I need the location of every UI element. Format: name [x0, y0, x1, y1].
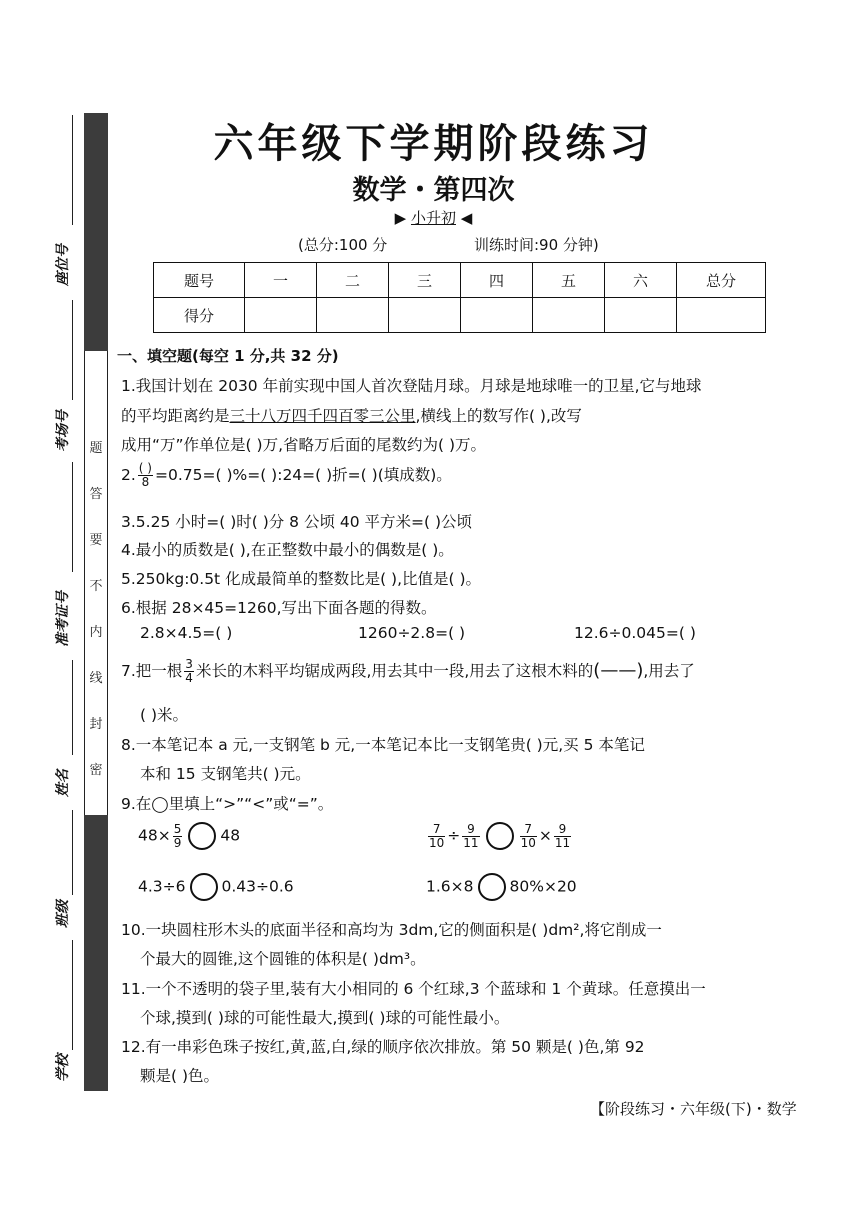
exam-room-line: [72, 300, 73, 400]
question-1-line-2: [121, 404, 582, 426]
question-9b: [426, 822, 573, 850]
seal-char: 内: [89, 625, 103, 640]
q7-text: 米长的木料平均锯成两段,用去其中一段,用去了这根木料的: [195, 662, 594, 680]
q7-blank: (——): [593, 660, 644, 681]
fraction-numerator: ( ): [138, 461, 152, 475]
fraction-numerator: 9: [462, 823, 479, 837]
question-6c: 12.6÷0.045=( ): [574, 624, 696, 642]
class-line: [72, 810, 73, 895]
table-header-cell: 二: [317, 263, 389, 298]
fraction-denominator: 4: [185, 671, 193, 685]
school-line: [72, 940, 73, 1050]
score-cell[interactable]: [605, 298, 677, 333]
score-table: [153, 262, 766, 333]
q9c-right: 0.43÷0.6: [221, 877, 294, 896]
exam-room-label: 考场号: [55, 410, 71, 452]
question-12-line-2: 颗是( )色。: [140, 1067, 220, 1085]
total-score-info: (总分:100 分: [298, 236, 388, 254]
fraction-numerator: 7: [428, 823, 445, 837]
q7-text: ,用去了: [643, 662, 695, 680]
tag-arrow-left: ▶: [394, 209, 407, 227]
question-3: 3.5.25 小时=( )时( )分 8 公顷 40 平方米=( )公顷: [121, 513, 473, 531]
q9b-fraction: [462, 823, 479, 850]
question-4: 4.最小的质数是( ),在正整数中最小的偶数是( )。: [121, 541, 454, 559]
page-subtitle: 数学・第四次: [352, 175, 515, 206]
seal-char: 要: [89, 533, 103, 548]
table-header-cell: 一: [245, 263, 317, 298]
question-6b: 1260÷2.8=( ): [358, 624, 466, 642]
question-1-line-3: 成用“万”作单位是( )万,省略万后面的尾数约为( )万。: [121, 436, 487, 454]
name-label: 姓名: [55, 769, 71, 797]
seal-char: 线: [89, 671, 103, 686]
question-5: 5.250kg:0.5t 化成最简单的整数比是( ),比值是( )。: [121, 570, 482, 588]
admission-number-label: 准考证号: [55, 591, 71, 647]
score-table-header-row: [154, 263, 766, 298]
question-9a: [138, 822, 240, 850]
score-cell[interactable]: [245, 298, 317, 333]
fraction-denominator: 10: [520, 835, 536, 850]
q9d-right: 80%×20: [509, 877, 577, 896]
score-row-label: 得分: [154, 298, 245, 333]
question-8-line-2: 本和 15 支钢笔共( )元。: [140, 765, 311, 783]
fraction-numerator: 3: [185, 657, 193, 671]
tag-text: 小升初: [410, 209, 456, 227]
binding-strip-bottom: [84, 815, 108, 1091]
q2-number: 2.: [121, 466, 136, 484]
fraction-denominator: 9: [173, 835, 182, 850]
question-1-line-1: 1.我国计划在 2030 年前实现中国人首次登陆月球。月球是地球唯一的卫星,它与地球: [121, 377, 702, 395]
q1-text: ,横线上的数写作( ),改写: [415, 407, 582, 425]
question-6a: 2.8×4.5=( ): [140, 624, 233, 642]
q9b-fraction: [554, 823, 571, 850]
question-7: [121, 658, 695, 685]
score-table-row: [154, 298, 766, 333]
question-9: 9.在◯里填上“>”“<”或“=”。: [121, 795, 334, 813]
compare-circle[interactable]: [478, 873, 506, 901]
q9a-left: 48×: [138, 826, 171, 845]
seal-char: 答: [89, 487, 103, 502]
seal-char: 封: [89, 717, 103, 732]
q7-text: 7.把一根: [121, 662, 183, 680]
q2-fraction: [138, 462, 153, 489]
compare-circle[interactable]: [190, 873, 218, 901]
fraction-numerator: 7: [520, 823, 537, 837]
table-header-cell: 五: [533, 263, 605, 298]
q9b-fraction: [428, 823, 445, 850]
question-7-line-2: ( )米。: [140, 706, 189, 724]
table-header-cell: 总分: [677, 263, 766, 298]
q9d-left: 1.6×8: [426, 877, 474, 896]
q9c-left: 4.3÷6: [138, 877, 186, 896]
page-footer: 【阶段练习・六年级(下)・数学: [590, 1100, 797, 1118]
question-2: [121, 462, 452, 489]
class-label: 班级: [55, 900, 71, 928]
time-info: 训练时间:90 分钟): [474, 236, 599, 254]
q9b-fraction: [520, 823, 537, 850]
question-8-line-1: 8.一本笔记本 a 元,一支钢笔 b 元,一本笔记本比一支钢笔贵( )元,买 5 本笔记: [121, 736, 645, 754]
score-cell[interactable]: [533, 298, 605, 333]
fraction-denominator: 10: [429, 835, 445, 850]
q9b-operator: ×: [538, 826, 552, 845]
table-header-cell: 六: [605, 263, 677, 298]
score-cell[interactable]: [389, 298, 461, 333]
q2-text: =0.75=( )%=( ):24=( )折=( )(填成数)。: [154, 466, 452, 484]
q7-fraction: [184, 658, 194, 685]
q9a-fraction: [173, 823, 183, 850]
table-header-cell: 四: [461, 263, 533, 298]
fraction-denominator: 11: [554, 835, 571, 850]
seat-number-label: 座位号: [55, 244, 71, 286]
question-10-line-2: 个最大的圆锥,这个圆锥的体积是( )dm³。: [140, 950, 426, 968]
name-line: [72, 660, 73, 755]
seal-char: 密: [89, 763, 103, 778]
question-11-line-1: 11.一个不透明的袋子里,装有大小相同的 6 个红球,3 个蓝球和 1 个黄球。任意摸出一: [121, 980, 706, 998]
fraction-numerator: 5: [173, 821, 182, 836]
table-header-cell: 三: [389, 263, 461, 298]
question-12-line-1: 12.有一串彩色珠子按红,黄,蓝,白,绿的顺序依次排放。第 50 颗是( )色,第 92: [121, 1038, 645, 1056]
page-title: 六年级下学期阶段练习: [213, 121, 654, 167]
q1-underlined-number: 三十八万四千四百零三公里: [229, 407, 416, 425]
level-tag: [0, 207, 867, 228]
score-cell[interactable]: [677, 298, 766, 333]
question-9d: [426, 873, 577, 901]
score-cell[interactable]: [461, 298, 533, 333]
score-cell[interactable]: [317, 298, 389, 333]
question-6: 6.根据 28×45=1260,写出下面各题的得数。: [121, 599, 437, 617]
fraction-denominator: 11: [463, 835, 479, 850]
compare-circle[interactable]: [486, 822, 514, 850]
q9a-right: 48: [220, 826, 241, 845]
compare-circle[interactable]: [188, 822, 216, 850]
fraction-numerator: 9: [554, 823, 571, 837]
question-11-line-2: 个球,摸到( )球的可能性最大,摸到( )球的可能性最小。: [140, 1009, 510, 1027]
fraction-denominator: 8: [141, 475, 150, 489]
q1-text: 的平均距离约是: [121, 407, 230, 425]
question-9c: [138, 873, 294, 901]
question-10-line-1: 10.一块圆柱形木头的底面半径和高均为 3dm,它的侧面积是( )dm²,将它削成一: [121, 921, 662, 939]
q9b-operator: ÷: [447, 826, 461, 845]
tag-arrow-right: ◀: [460, 209, 473, 227]
table-header-cell: 题号: [154, 263, 245, 298]
seal-char: 题: [89, 441, 103, 456]
admission-line: [72, 462, 73, 572]
seal-char: 不: [89, 579, 103, 594]
school-label: 学校: [55, 1054, 71, 1082]
section-title: 一、填空题(每空 1 分,共 32 分): [117, 347, 339, 365]
